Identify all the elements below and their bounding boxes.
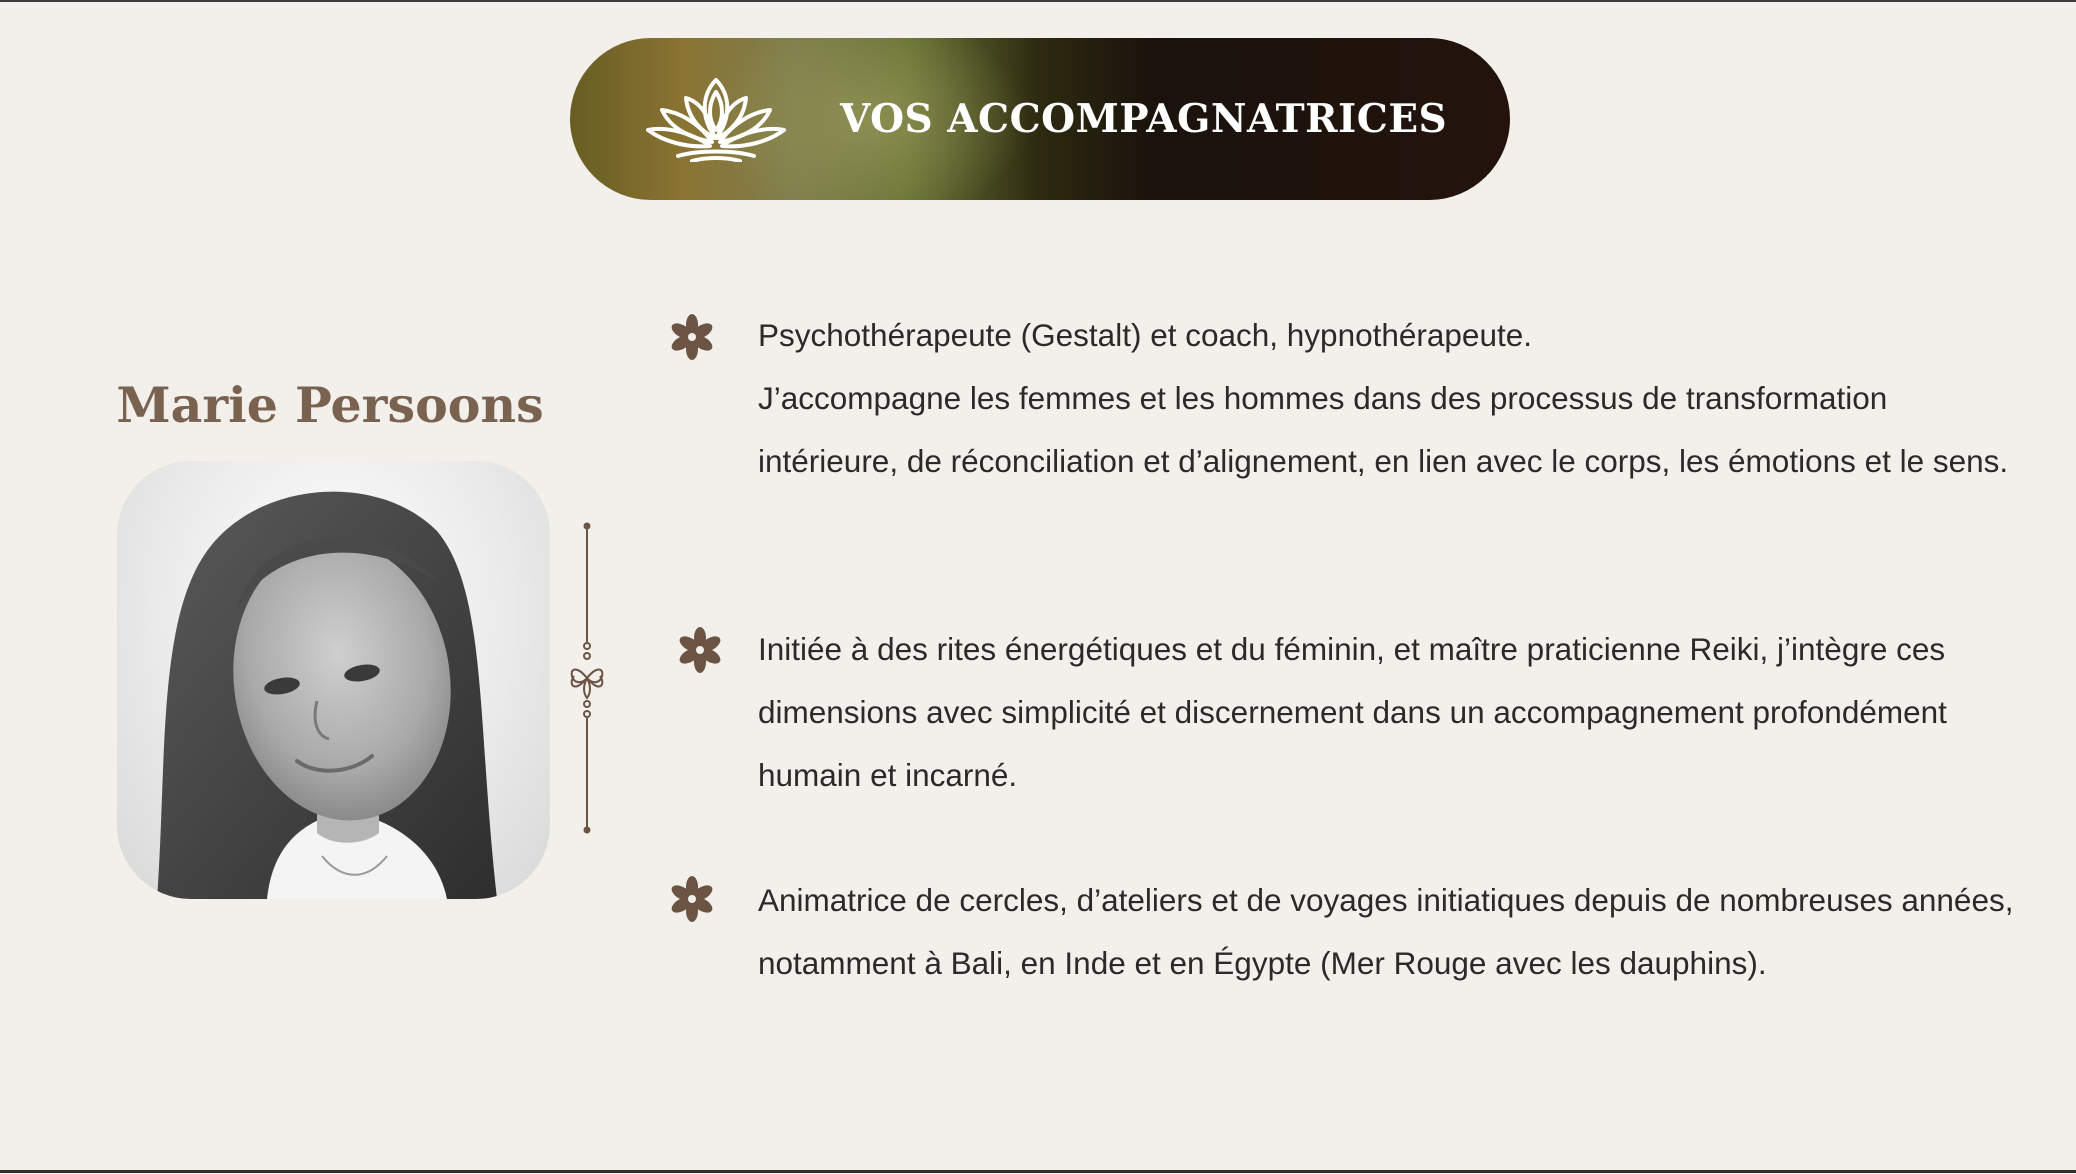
bullet-3-text: Animatrice de cercles, d’ateliers et de voyages initiatiques depuis de nombreuses années, notamment à Bali, en Inde et en Égypte (Mer Rouge avec les dauphins). (758, 882, 2014, 981)
asterisk-flower-icon (676, 626, 724, 674)
person-name: Marie Persoons (116, 376, 544, 434)
lotus-icon (644, 76, 788, 162)
bottom-rule (0, 1170, 2076, 1173)
bullet-1-line-1: Psychothérapeute (Gestalt) et coach, hypnothérapeute. (758, 317, 1532, 353)
asterisk-flower-icon (668, 875, 716, 923)
section-title: VOS ACCOMPAGNATRICES (840, 96, 1448, 142)
bullet-paragraph-2 (758, 618, 2018, 807)
bullet-paragraph-3 (758, 869, 2018, 995)
ornamental-divider-icon (566, 522, 608, 834)
header-banner (570, 38, 1510, 200)
bullet-paragraph-1 (758, 304, 2018, 493)
asterisk-flower-icon (668, 313, 716, 361)
top-rule (0, 0, 2076, 2)
portrait-photo (117, 461, 550, 899)
bullet-2-text: Initiée à des rites énergétiques et du féminin, et maître praticienne Reiki, j’intègre ces dimensions avec simplicité et discernement dans un accompagnement profondément humain et incarné. (758, 631, 1947, 793)
bullet-1-line-2: J’accompagne les femmes et les hommes dans des processus de transformation intérieure, de réconciliation et d’alignement, en lien avec le corps, les émotions et le sens. (758, 380, 2009, 479)
